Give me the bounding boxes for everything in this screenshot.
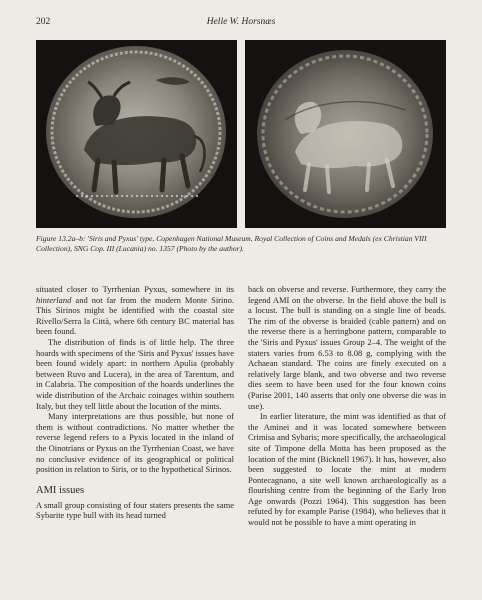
coin-obverse-photo [36,40,237,228]
paragraph: Many interpretations are thus possible, but none of them is without contradictions. No matter whether the reverse legend refers to a Pyxis located in the inland of the Oinotrians or Pyxus on the Tyrrhenian Coast, we have no conclusive evidence of its geographical or political position in relation to Siris, or to the hypothetical Sirinos. [36,411,234,475]
paragraph: In earlier literature, the mint was identified as that of the Aminei and it was located somewhere between Crimisa and Sybaris; more specifically, the archaeological site of Timpone della Motta has been proposed as the location of the mint (Bicknell 1967). It has, however, also been suggested to locate the mint at modern Pontecagnano, a site well known archaeologically as a flourishing centre from the beginning of the Early Iron Age onwards (Pozzi 1964). This suggestion has been refuted by for example Parise (1984), who believes that it would not be possible to have a mint operating in [248,411,446,528]
figure [36,40,446,228]
coin-obverse-image [36,40,237,228]
section-heading: AMI issues [36,484,85,496]
coin-reverse-photo [245,40,446,228]
paragraph: situated closer to Tyrrhenian Pyxus, somewhere in its hinterland and not far from the modern Monte Sirino. This Sirinos might be identified with the coastal site Rivello/Serra la Città, where 6th century BC material has been found. [36,284,234,337]
paragraph: The distribution of finds is of little help. The three hoards with specimens of the 'Siris and Pyxus' issues have been found widely apart: in northern Apulia (probably between Ruvo and Lucera), in the area of Tarentum, and in Calabria. The composition of the hoards underlines the wide distribution of the Archaic coinages within southern Italy, but they tell little about the location of the mints. [36,336,234,411]
coin-reverse-image [245,40,446,228]
left-column [36,284,234,521]
paragraph: A small group consisting of four staters presents the same Sybarite type bull with its head turned [36,499,234,521]
running-head: Helle W. Horsnæs [206,17,276,27]
page-header [36,17,446,29]
paragraph: back on obverse and reverse. Furthermore, they carry the legend AMI on the obverse. In the field above the bull is a locust. The bull is standing on a single line of beads. The rim of the obverse is braided (cable pattern) and on the reverse there is a herringbone pattern, comparable to the 'Siris and Pyxus' issues Group 2–4. The weight of the staters varies from 6.53 to 8.08 g, complying with the Achaean standard. The coins are finely executed on a relatively large blank, and two obverse and two reverse dies seem to have been used for the four known coins (Parise 2001, 140 asserts that only one obverse die was in use). [248,284,446,411]
emphasis-hinterland: hinterland [36,294,72,305]
right-column [248,284,446,528]
page-number: 202 [36,17,51,27]
figure-caption: Figure 13.2a–b: 'Siris and Pyxus' type, Copenhagen National Museum, Royal Collection of Coins and Medals (ex Christian VIII Collection), SNG Cop. III (Lucania) no. 1357 (Photo by the author). [36,234,427,254]
